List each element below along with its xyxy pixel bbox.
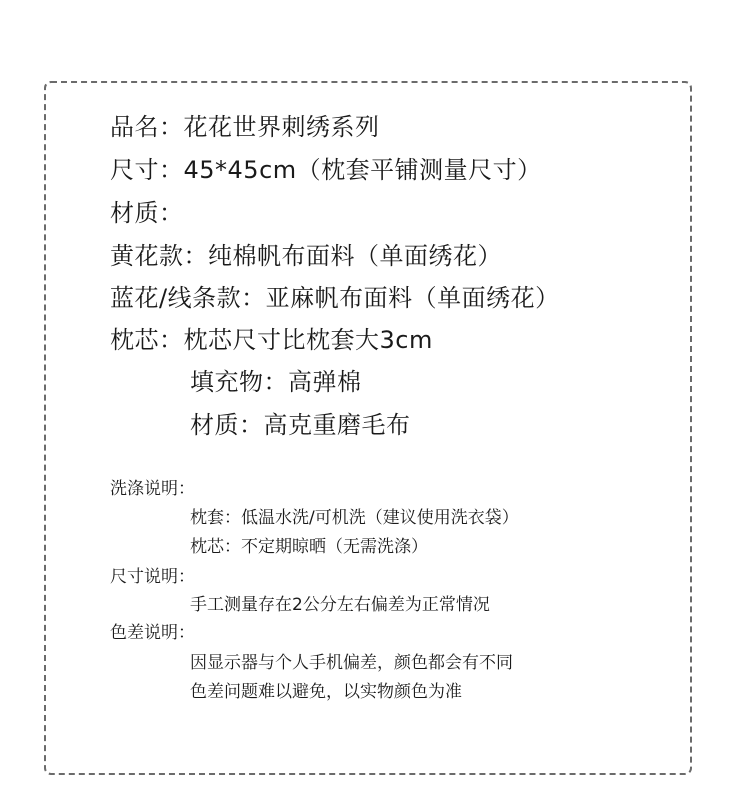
product-name-line: 品名：花花世界刺绣系列	[110, 113, 380, 141]
color-note-text-2: 色差问题难以避免，以实物颜色为准	[190, 682, 462, 702]
size-note-text: 手工测量存在2公分左右偏差为正常情况	[190, 595, 490, 615]
wash-cover-text: 枕套：低温水洗/可机洗（建议使用洗衣袋）	[190, 508, 519, 528]
core-material-line: 材质：高克重磨毛布	[190, 411, 411, 439]
yellow-flower-line: 黄花款：纯棉帆布面料（单面绣花）	[110, 242, 502, 270]
pillow-core-line: 枕芯：枕芯尺寸比枕套大3cm	[110, 326, 433, 354]
material-label: 材质：	[110, 199, 184, 227]
color-note-text-1: 因显示器与个人手机偏差，颜色都会有不同	[190, 653, 513, 673]
color-note-title: 色差说明：	[110, 623, 195, 643]
blue-flower-line: 蓝花/线条款：亚麻帆布面料（单面绣花）	[110, 284, 560, 312]
wash-core-text: 枕芯：不定期晾晒（无需洗涤）	[190, 537, 428, 557]
wash-title: 洗涤说明：	[110, 479, 195, 499]
size-note-title: 尺寸说明：	[110, 567, 195, 587]
filling-line: 填充物：高弹棉	[190, 368, 362, 396]
size-line: 尺寸：45*45cm（枕套平铺测量尺寸）	[110, 156, 542, 184]
